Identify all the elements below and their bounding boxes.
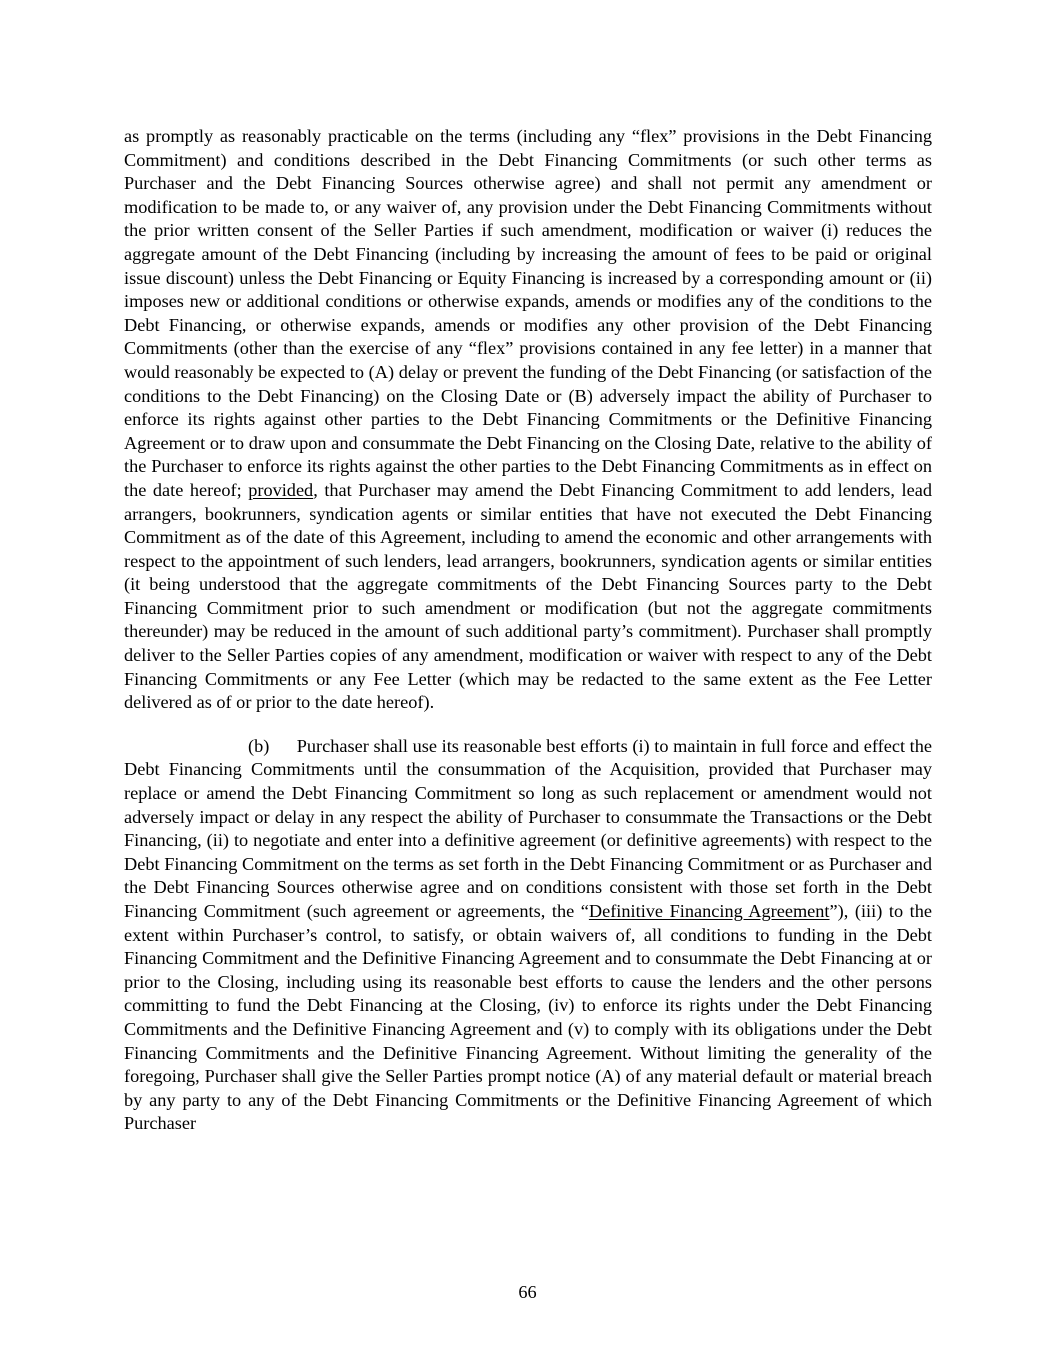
paragraph-b-text-1: Purchaser shall use its reasonable best efforts (i) to maintain in full force and effect the Debt Financing Commitments until the consummation of the Acquisition, provided that Purchaser may replace or amend the Debt Financing Commitment so long as such replacement or amendment would not adversely impact or delay in any respect the ability of Purchaser to consummate the Transactions or the Debt Financing, (ii) to negotiate and enter into a definitive agreement (or definitive agreements) with respect to the Debt Financing Commitment on the terms as set forth in the Debt Financing Commitment or as Purchaser and the Debt Financing Sources otherwise agree and on conditions consistent with those set forth in the Debt Financing Commitment (such agreement or agreements, the “: [124, 735, 932, 921]
body-text: [124, 125, 932, 1136]
definitive-financing-agreement-term: Definitive Financing Agreement: [588, 901, 830, 921]
page-number: 66: [518, 1282, 537, 1302]
paragraph-a: [124, 125, 932, 715]
paragraph-b: [124, 735, 932, 1136]
paragraph-a-text-2: , that Purchaser may amend the Debt Financing Commitment to add lenders, lead arrangers, bookrunners, syndication agents or similar entities that have not executed the Debt Financing Commitment as of the date of this Agreement, including to amend the economic and other arrangements with respect to the appointment of such lenders, lead arrangers, bookrunners, syndication agents or similar entities (it being understood that the aggregate commitments of the Debt Financing Sources party to the Debt Financing Commitment prior to such amendment or modification (but not the aggregate commitments thereunder) may be reduced in the amount of such additional party’s commitment). Purchaser shall promptly deliver to the Seller Parties copies of any amendment, modification or waiver with respect to any of the Debt Financing Commitments or any Fee Letter (which may be redacted to the same extent as the Fee Letter delivered as of or prior to the date hereof).: [124, 479, 932, 713]
paragraph-a-text-1: as promptly as reasonably practicable on the terms (including any “flex” provisions in the Debt Financing Commitment) and conditions described in the Debt Financing Commitments (or such other terms as Purchaser and the Debt Financing Sources otherwise agree) and shall not permit any amendment or modification to be made to, or any waiver of, any provision under the Debt Financing Commitments without the prior written consent of the Seller Parties if such amendment, modification or waiver (i) reduces the aggregate amount of the Debt Financing (including by increasing the amount of fees to be paid or original issue discount) unless the Debt Financing or Equity Financing is increased by a corresponding amount or (ii) imposes new or additional conditions or otherwise expands, amends or modifies any of the conditions to the Debt Financing, or otherwise expands, amends or modifies any other provision of the Debt Financing Commitments (other than the exercise of any “flex” provisions contained in any fee letter) in a manner that would reasonably be expected to (A) delay or prevent the funding of the Debt Financing (or satisfaction of the conditions to the Debt Financing) on the Closing Date or (B) adversely impact the ability of Purchaser to enforce its rights against other parties to the Debt Financing Commitments or the Definitive Financing Agreement or to draw upon and consummate the Debt Financing on the Closing Date, relative to the ability of the Purchaser to enforce its rights against the other parties to the Debt Financing Commitments as in effect on the date hereof;: [124, 126, 932, 500]
paragraph-b-text-2: ”), (iii) to the extent within Purchaser’s control, to satisfy, or obtain waivers of, all conditions to funding in the Debt Financing Commitment and the Definitive Financing Agreement and to consummate the Debt Financing at or prior to the Closing, including using its reasonable best efforts to cause the lenders and the other persons committing to fund the Debt Financing at the Closing, (iv) to enforce its rights under the Debt Financing Commitments and the Definitive Financing Agreement and (v) to comply with its obligations under the Debt Financing Commitments and the Definitive Financing Agreement. Without limiting the generality of the foregoing, Purchaser shall give the Seller Parties prompt notice (A) of any material default or material breach by any party to any of the Debt Financing Commitments or the Definitive Financing Agreement of which Purchaser: [124, 901, 933, 1134]
paragraph-b-label: (b): [248, 735, 270, 756]
provided-term: provided: [248, 479, 314, 500]
